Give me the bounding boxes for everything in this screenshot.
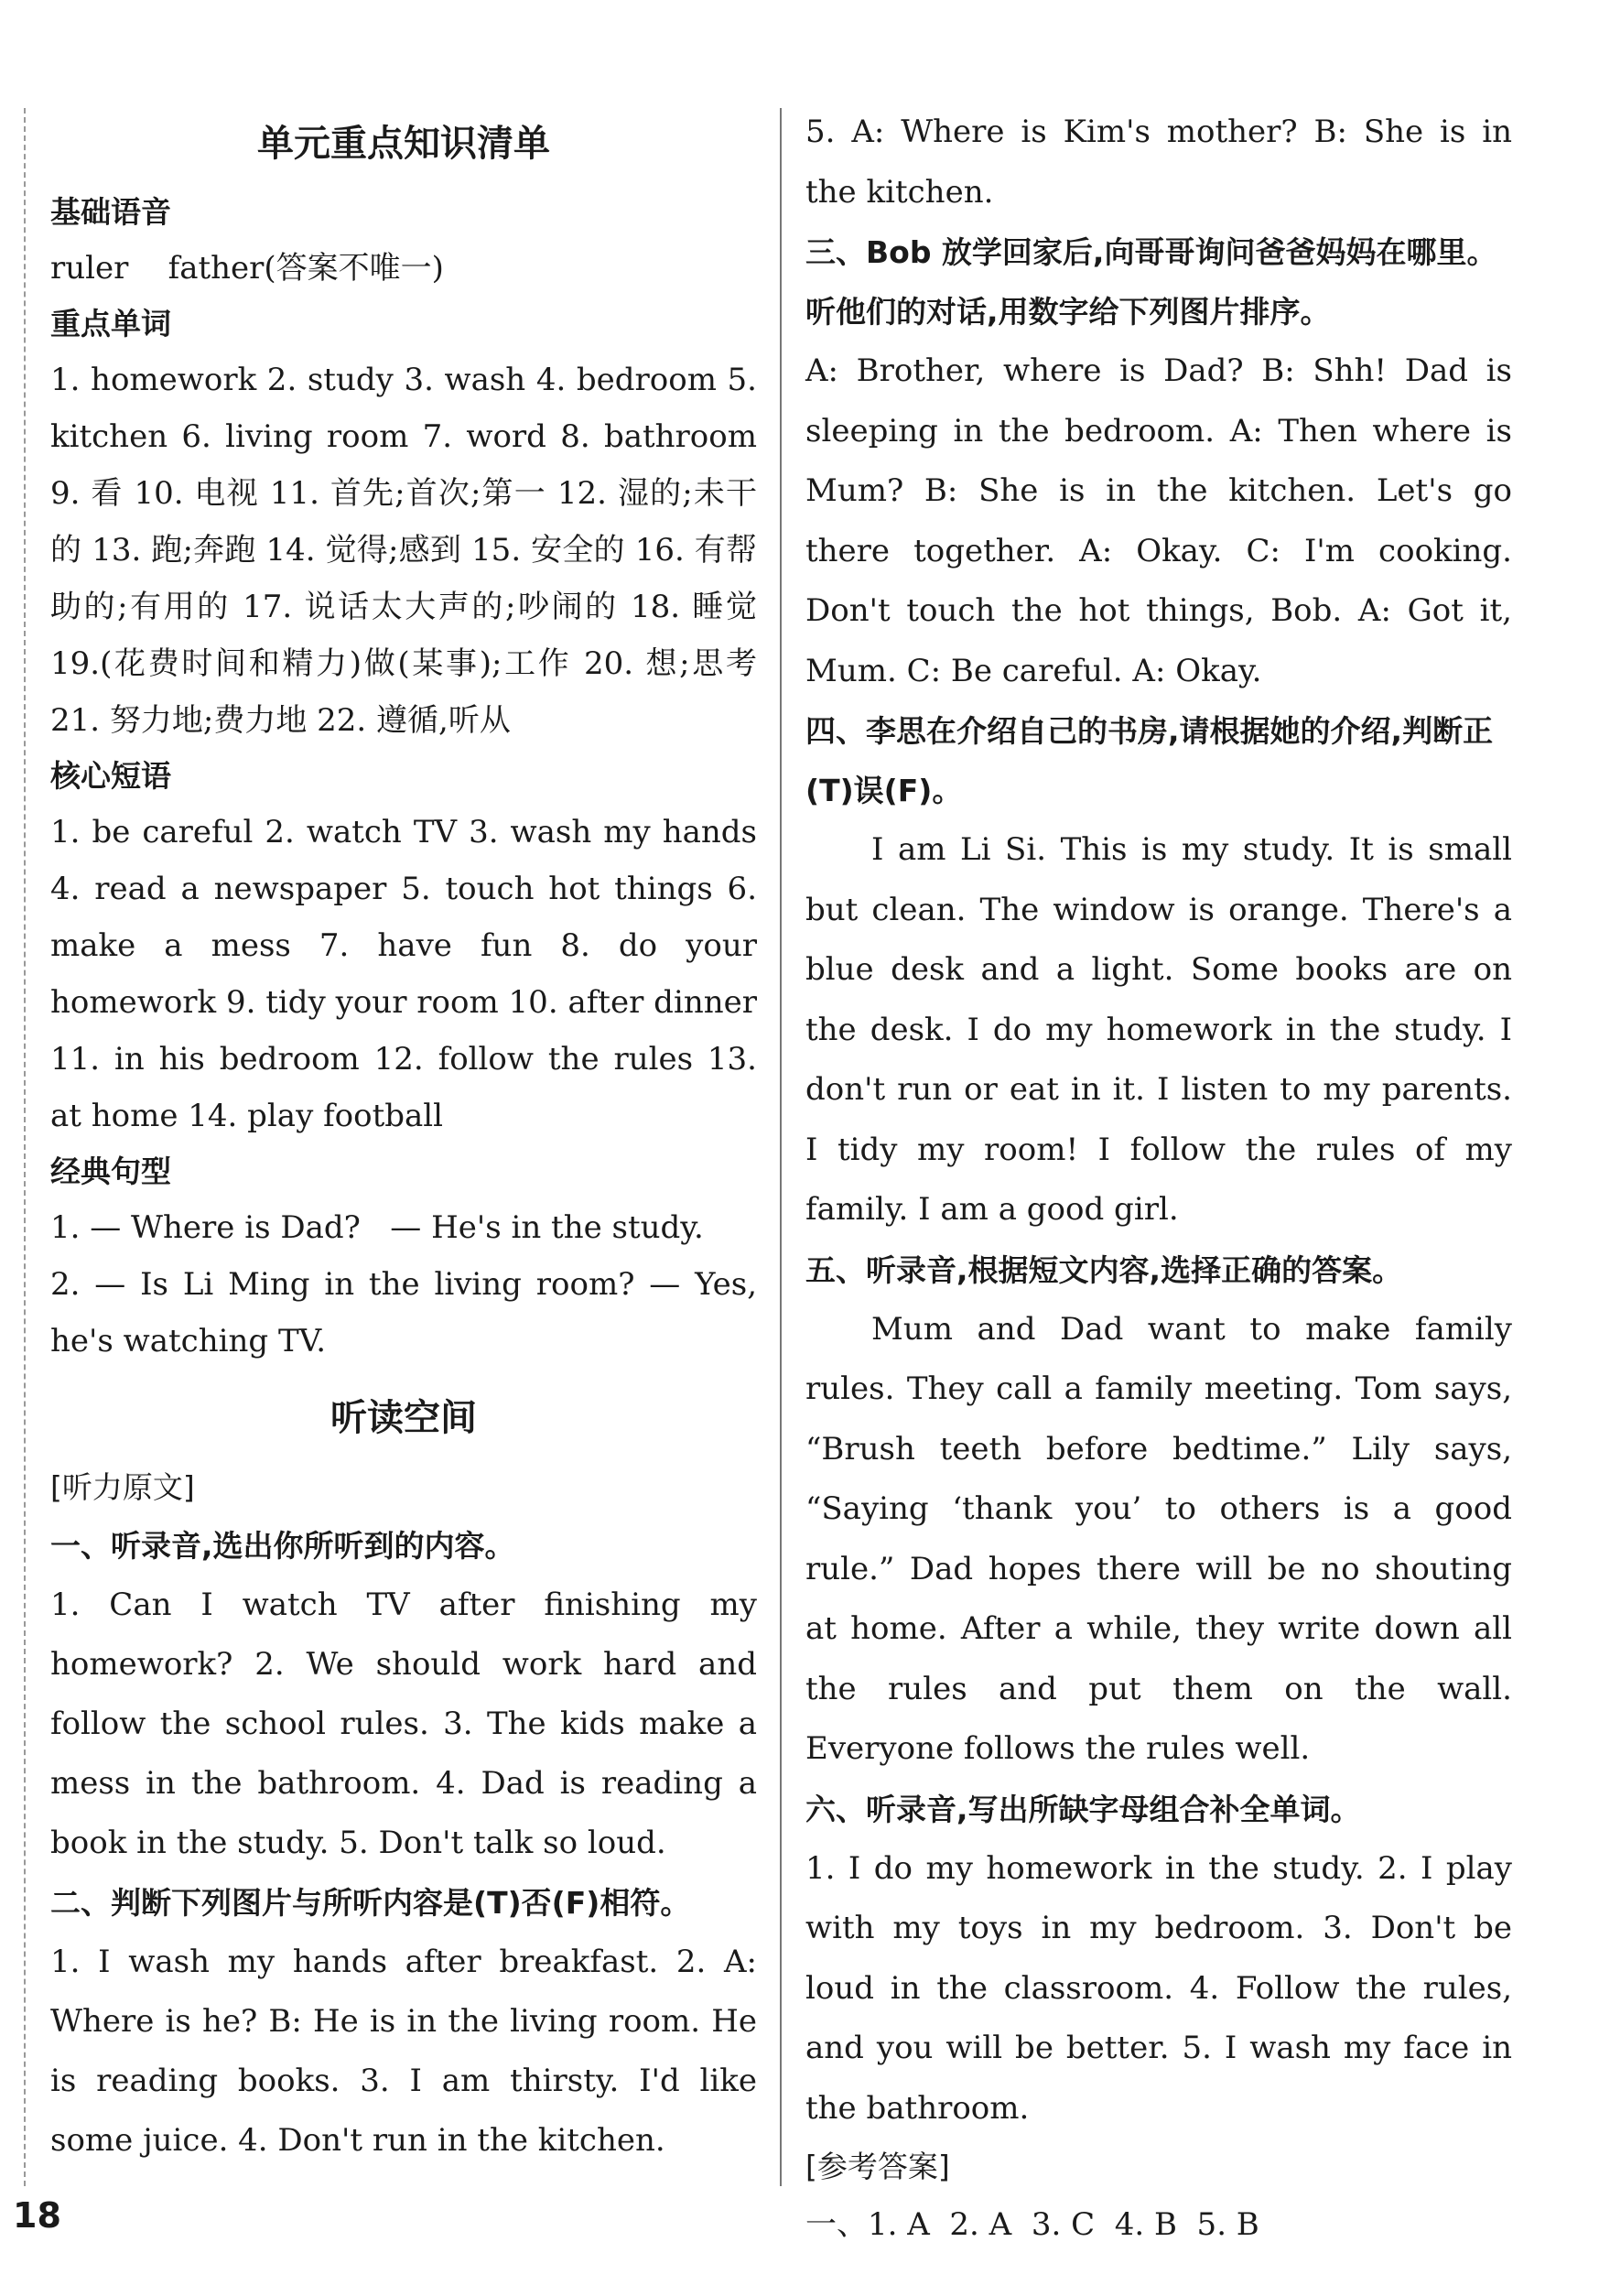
q1-heading: 一、听录音,选出你所听到的内容。 <box>50 1528 515 1564</box>
sentences-heading: 经典句型 <box>50 1153 171 1189</box>
answers-line: 一、1. A 2. A 3. C 4. B 5. B <box>805 2206 1259 2243</box>
q3-heading: 三、Bob 放学回家后,向哥哥询问爸爸妈妈在哪里。听他们的对话,用数字给下列图片排序。 <box>805 234 1497 330</box>
answers-label: [参考答案] <box>805 2149 950 2184</box>
sentence-2: 2. — Is Li Ming in the living room? — Yes, he's watching TV. <box>50 1266 757 1359</box>
phonics-heading: 基础语音 <box>50 194 171 230</box>
unit-summary-title: 单元重点知识清单 <box>257 123 550 165</box>
q1-text: 1. Can I watch TV after finishing my homework? 2. We should work hard and follow the school rules. 3. The kids make a mess in the bathroom. 4. Dad is reading a book in the study. 5. Don't talk so loud. <box>50 1587 757 1861</box>
phrases-text: 1. be careful 2. watch TV 3. wash my hands 4. read a newspaper 5. touch hot things 6. make a mess 7. have fun 8. do your homework 9. tidy your room 10. after dinner 11. in his bedroom 12. follow the rules 13. at home 14. play football <box>50 814 757 1134</box>
q5-heading: 五、听录音,根据短文内容,选择正确的答案。 <box>805 1251 1403 1288</box>
left-column <box>50 103 757 2171</box>
words-text: 1. homework 2. study 3. wash 4. bedroom 5. kitchen 6. living room 7. word 8. bathroom 9. 看 10. 电视 11. 首先;首次;第一 12. 湿的;未干的 13. 跑;奔跑 14. 觉得;感到 15. 安全的 16. 有帮助的;有用的 17. 说话太大声的;吵闹的 18. 睡觉 19.(花费时间和精力)做(某事);工作 20. 想;思考 21. 努力地;费力地 22. 遵循,听从 <box>50 362 757 739</box>
q6-text: 1. I do my homework in the study. 2. I play with my toys in my bedroom. 3. Don't be loud in the classroom. 4. Follow the rules, and you will be better. 5. I wash my face in the bathroom. <box>805 1849 1512 2127</box>
column-divider <box>780 108 782 2186</box>
q5-text: Mum and Dad want to make family rules. They call a family meeting. Tom says, “Brush teeth before bedtime.” Lily says, “Saying ‘thank you’ to others is a good rule.” Dad hopes there will be no shouting at home. After a while, they write down all the rules and put them on the wall. Everyone follows the rules well. <box>805 1310 1512 1767</box>
right-column <box>805 103 1512 2256</box>
phrases-heading: 核心短语 <box>50 758 171 794</box>
left-margin-dashed-line <box>24 108 26 2186</box>
page-number: 18 <box>13 2195 61 2236</box>
sentence-1: 1. — Where is Dad? — He's in the study. <box>50 1209 704 1246</box>
q4-text: I am Li Si. This is my study. It is small but clean. The window is orange. There's a blue desk and a light. Some books are on the desk. I do my homework in the study. I don't run or eat in it. I listen to my parents. I tidy my room! I follow the rules of my family. I am a good girl. <box>805 831 1512 1228</box>
words-heading: 重点单词 <box>50 306 171 341</box>
q2-text: 1. I wash my hands after breakfast. 2. A: Where is he? B: He is in the living room. He is reading books. 3. I am thirsty. I'd like some juice. 4. Don't run in the kitchen. <box>50 1944 757 2159</box>
q6-heading: 六、听录音,写出所缺字母组合补全单词。 <box>805 1791 1361 1827</box>
q2-continued-text: 5. A: Where is Kim's mother? B: She is in the kitchen. <box>805 114 1512 211</box>
listening-title: 听读空间 <box>330 1397 477 1439</box>
q4-heading: 四、李思在介绍自己的书房,请根据她的介绍,判断正(T)误(F)。 <box>805 713 1494 808</box>
phonics-text: ruler father(答案不唯一) <box>50 250 444 287</box>
q2-heading: 二、判断下列图片与所听内容是(T)否(F)相符。 <box>50 1885 691 1921</box>
q3-text: A: Brother, where is Dad? B: Shh! Dad is sleeping in the bedroom. A: Then where is Mum? B: She is in the kitchen. Let's go there together. A: Okay. C: I'm cooking. Don't touch the hot things, Bob. A: Got it, Mum. C: Be careful. A: Okay. <box>805 352 1512 689</box>
script-label: [听力原文] <box>50 1469 195 1505</box>
